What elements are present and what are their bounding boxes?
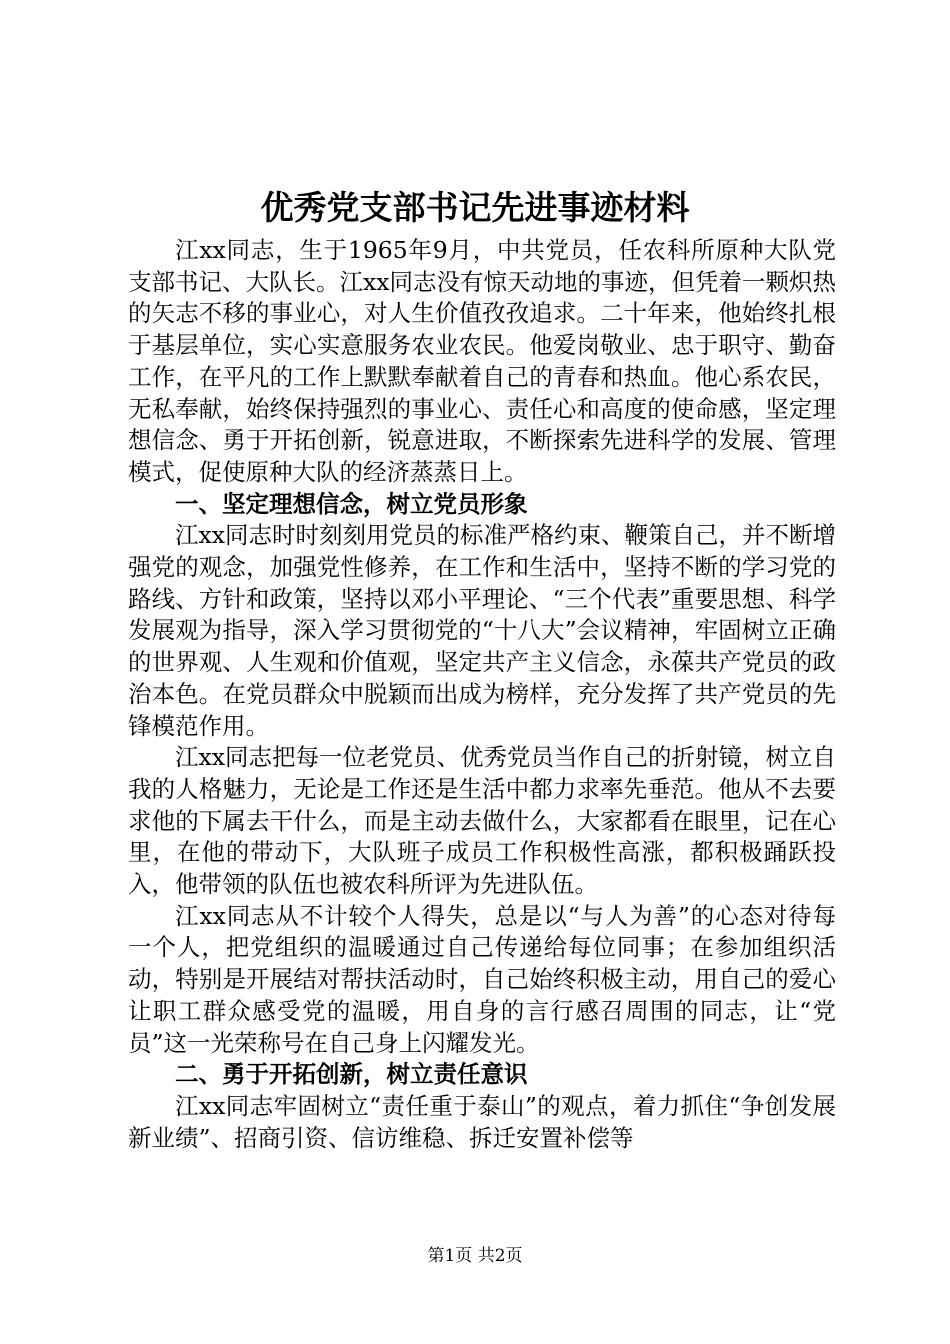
page-footer: 第1页 共2页: [427, 1246, 523, 1266]
section-heading-1: 一、坚定理想信念，树立党员形象: [175, 489, 528, 518]
body-paragraph: 江xx同志把每一位老党员、优秀党员当作自己的折射镜，树立自我的人格魅力，无论是工作还是生活中都力求率先垂范。他从不去要求他的下属去干什么，而是主动去做什么，大家都看在眼里，记在心里，在他的带动下，大队班子成员工作积极性高涨，都积极踊跃投入，他带领的队伍也被农科所评为先进队伍。: [128, 743, 837, 899]
body-paragraph: 江xx同志牢固树立“责任重于泰山”的观点，着力抓住“争创发展新业绩”、招商引资、信访维稳、拆迁安置补偿等: [128, 1091, 836, 1152]
document-body: [128, 235, 836, 1154]
intro-paragraph: 江xx同志，生于1965年9月，中共党员，任农科所原种大队党支部书记、大队长。江xx同志没有惊天动地的事迹，但凭着一颗炽热的矢志不移的事业心，对人生价值孜孜追求。二十年来，他始终扎根于基层单位，实心实意服务农业农民。他爱岗敬业、忠于职守、勤奋工作，在平凡的工作上默默奉献着自己的青春和热血。他心系农民，无私奉献，始终保持强烈的事业心、责任心和高度的使命感，坚定理想信念、勇于开拓创新，锐意进取，不断探索先进科学的发展、管理模式，促使原种大队的经济蒸蒸日上。: [128, 236, 837, 486]
section-heading-2: 二、勇于开拓创新，树立责任意识: [175, 1060, 528, 1089]
body-paragraph: 江xx同志从不计较个人得失，总是以“与人为善”的心态对待每一个人，把党组织的温暖通过自己传递给每位同事；在参加组织活动，特别是开展结对帮扶活动时，自己始终积极主动，用自己的爱心让职工群众感受党的温暖，用自身的言行感召周围的同志，让“党员”这一光荣称号在自己身上闪耀发光。: [128, 901, 836, 1057]
body-paragraph: 江xx同志时时刻刻用党员的标准严格约束、鞭策自己，并不断增强党的观念，加强党性修养，在工作和生活中，坚持不断的学习党的路线、方针和政策，坚持以邓小平理论、“三个代表”重要思想、科学发展观为指导，深入学习贯彻党的“十八大”会议精神，牢固树立正确的世界观、人生观和价值观，坚定共产主义信念，永葆共产党员的政治本色。在党员群众中脱颖而出成为榜样，充分发挥了共产党员的先锋模范作用。: [128, 521, 837, 740]
document-title: 优秀党支部书记先进事迹材料: [260, 188, 690, 227]
